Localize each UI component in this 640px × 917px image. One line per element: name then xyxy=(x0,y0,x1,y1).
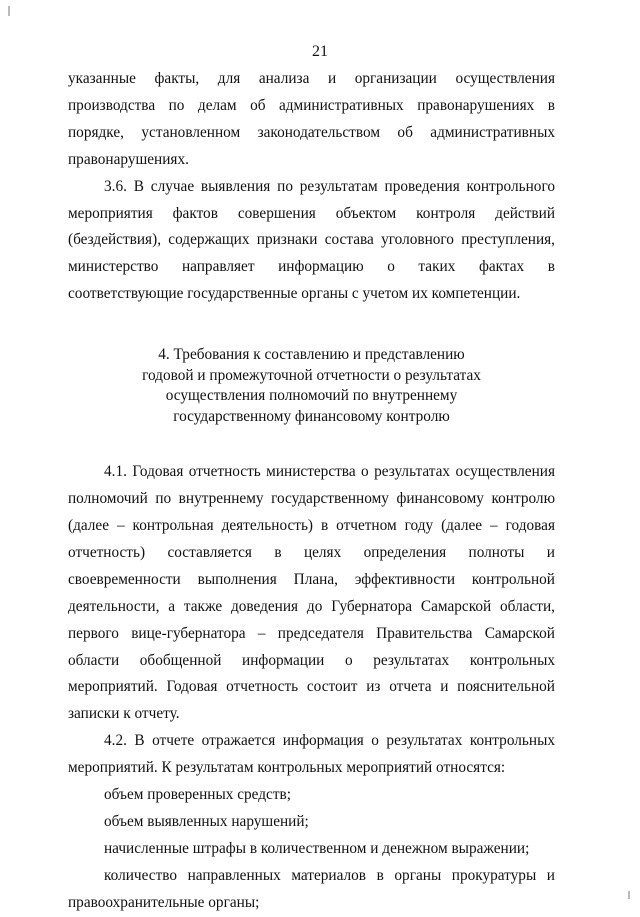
spacer xyxy=(68,308,555,345)
paragraph-4-1: 4.1. Годовая отчетность министерства о результатах осуществления полномочий по внутреннему государственному финансовому контролю (далее – контрольная деятельность) в отчетном году (далее – годовая отчетность) составляется в целях определения полноты и своевременности выполнения Плана, эффективности контрольной деятельности, а также доведения до Губернатора Самарской области, первого вице-губернатора – председателя Правительства Самарской области обобщенной информации о результатах контрольных мероприятий. Годовая отчетность состоит из отчета и пояснительной записки к отчету. xyxy=(68,463,555,723)
section-heading xyxy=(68,345,555,427)
paragraph-continuation: указанные факты, для анализа и организации осуществления производства по делам об административных правонарушениях в порядке, установленном законодательством об административных правонарушениях. xyxy=(68,70,555,168)
scan-mark-top-left xyxy=(8,6,10,16)
spacer xyxy=(68,427,555,459)
section-heading-line: осуществления полномочий по внутреннему xyxy=(165,387,458,405)
section-heading-line: 4. Требования к составлению и представлению xyxy=(158,346,465,364)
scan-mark-bottom-right xyxy=(628,891,630,899)
results-list xyxy=(68,782,555,917)
document-body xyxy=(68,66,555,917)
section-heading-line: годовой и промежуточной отчетности о результатах xyxy=(142,366,481,384)
page-number: 21 xyxy=(312,43,328,60)
list-item: начисленные штрафы в количественном и денежном выражении; xyxy=(104,839,530,857)
paragraph-3-6: 3.6. В случае выявления по результатам проведения контрольного мероприятия фактов совершения объектом контроля действий (бездействия), содержащих признаки состава уголовного преступления, министерство направляет информацию о таких фактах в соответствующие государственные органы с учетом их компетенции. xyxy=(68,177,555,303)
list-item: объем проверенных средств; xyxy=(104,786,291,804)
list-item: объем выявленных нарушений; xyxy=(104,812,309,830)
list-item: количество направленных материалов в органы прокуратуры и правоохранительные органы; xyxy=(68,866,555,911)
section-heading-line: государственному финансовому контролю xyxy=(173,407,450,425)
paragraph-4-2: 4.2. В отчете отражается информация о результатах контрольных мероприятий. К результатам контрольных мероприятий относятся: xyxy=(68,732,555,777)
